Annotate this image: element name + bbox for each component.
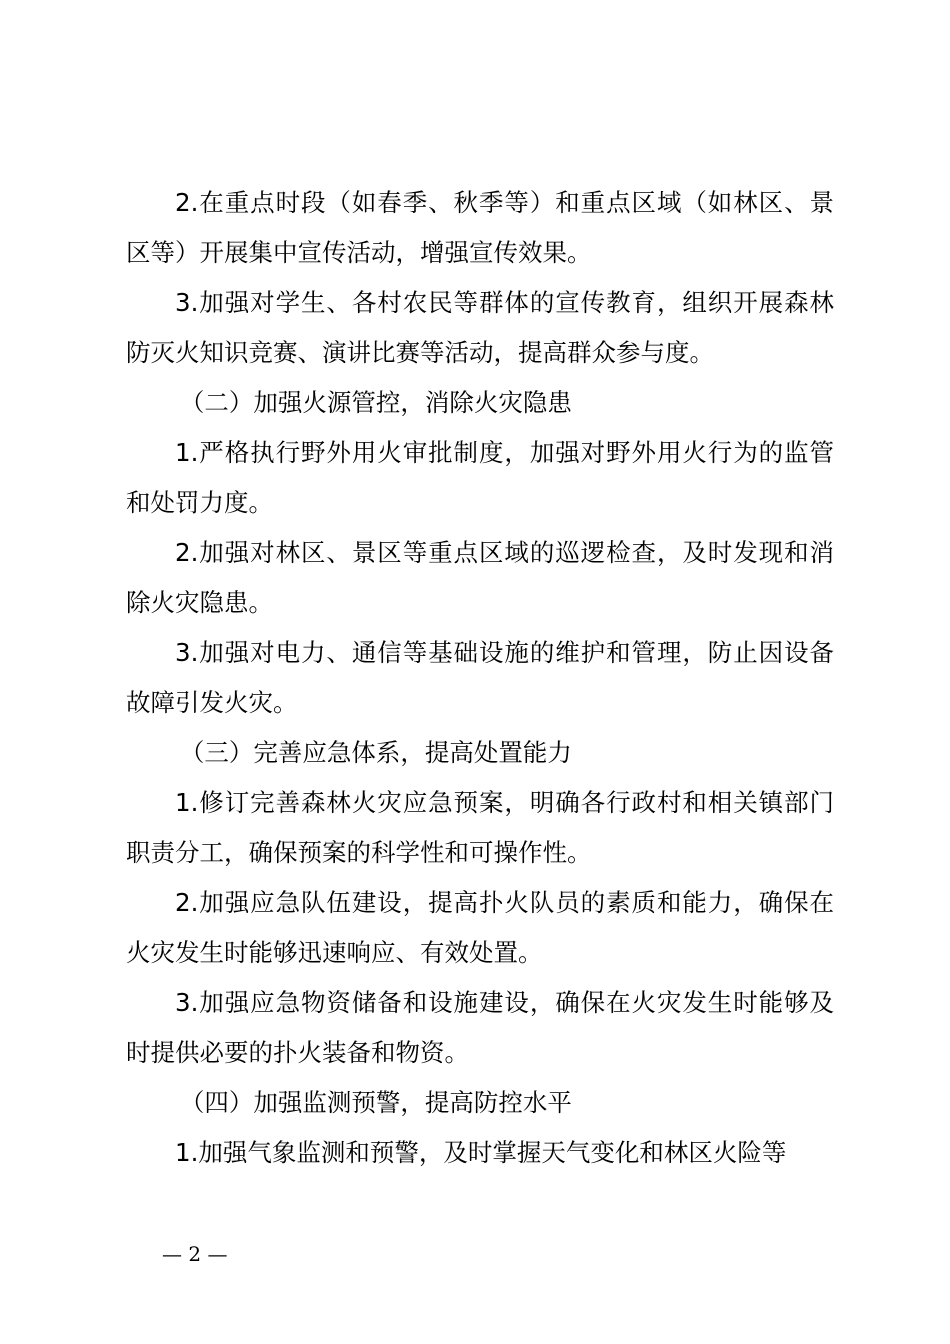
- document-body: [126, 178, 834, 1178]
- paragraph-item: 2.加强对林区、景区等重点区域的巡逻检查，及时发现和消除火灾隐患。: [126, 538, 834, 617]
- paragraph-item: 2.在重点时段（如春季、秋季等）和重点区域（如林区、景区等）开展集中宣传活动，增强宣传效果。: [126, 188, 834, 267]
- paragraph-item: 3.加强对电力、通信等基础设施的维护和管理，防止因设备故障引发火灾。: [126, 638, 834, 717]
- section-heading: （三）完善应急体系，提高处置能力: [179, 738, 572, 767]
- section-heading: （二）加强火源管控，消除火灾隐患: [179, 388, 572, 417]
- paragraph-item: 1.加强气象监测和预警，及时掌握天气变化和林区火险等: [175, 1138, 787, 1167]
- paragraph-item: 2.加强应急队伍建设，提高扑火队员的素质和能力，确保在火灾发生时能够迅速响应、有效处置。: [126, 888, 834, 967]
- paragraph-item: 1.修订完善森林火灾应急预案，明确各行政村和相关镇部门职责分工，确保预案的科学性和可操作性。: [126, 788, 834, 867]
- page-number: — 2 —: [162, 1242, 228, 1266]
- paragraph-item: 3.加强对学生、各村农民等群体的宣传教育，组织开展森林防灭火知识竞赛、演讲比赛等活动，提高群众参与度。: [126, 288, 834, 367]
- paragraph-item: 3.加强应急物资储备和设施建设，确保在火灾发生时能够及时提供必要的扑火装备和物资。: [126, 988, 834, 1067]
- paragraph-item: 1.严格执行野外用火审批制度，加强对野外用火行为的监管和处罚力度。: [126, 438, 834, 517]
- section-heading: （四）加强监测预警，提高防控水平: [179, 1088, 572, 1117]
